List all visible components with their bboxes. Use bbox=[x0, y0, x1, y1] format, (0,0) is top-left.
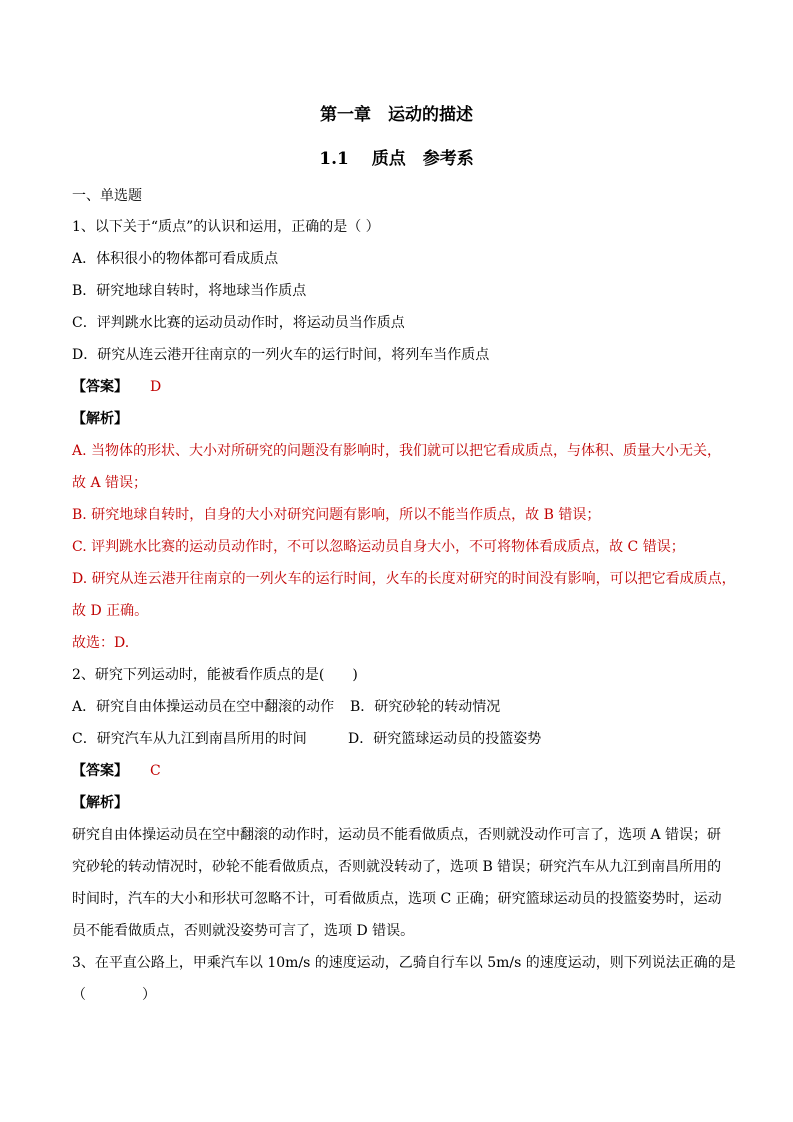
q3-stem: 3、在平直公路上，甲乘汽车以 10m/s 的速度运动，乙骑自行车以 5m/s 的速度运动，则下列说法正确的是 bbox=[72, 955, 736, 971]
q2-answer-tag: 【答案】 bbox=[72, 763, 128, 779]
q1-analysis-line: 故 D 正确。 bbox=[72, 603, 149, 619]
q1-analysis-line: B. 研究地球自转时，自身的大小对研究问题有影响，所以不能当作质点，故 B 错误； bbox=[72, 507, 601, 523]
section-title: 1.1 质点 参考系 bbox=[319, 149, 474, 169]
q1-analysis-tag: 【解析】 bbox=[72, 411, 128, 427]
q1-analysis-line: C. 评判跳水比赛的运动员动作时，不可以忽略运动员自身大小，不可将物体看成质点，故 C 错误； bbox=[72, 539, 685, 555]
q1-option-a: A．体积很小的物体都可看成质点 bbox=[72, 251, 279, 267]
q2-answer-row bbox=[72, 761, 161, 781]
q2-analysis-line: 员不能看做质点，否则就没姿势可言了，选项 D 错误。 bbox=[72, 923, 415, 939]
q2-option-a: A．研究自由体操运动员在空中翻滚的动作 bbox=[72, 699, 335, 715]
q3-stem-continued: （ ） bbox=[72, 987, 156, 1003]
q1-answer-value: D bbox=[150, 379, 162, 395]
section-label: 一、单选题 bbox=[72, 188, 142, 204]
q2-stem: 2、研究下列运动时，能被看作质点的是( ) bbox=[72, 667, 358, 683]
q1-answer-row bbox=[72, 377, 161, 397]
q2-option-b: B．研究砂轮的转动情况 bbox=[350, 699, 501, 715]
q1-analysis-line: 故 A 错误； bbox=[72, 475, 148, 491]
q2-analysis-line: 时间时，汽车的大小和形状可忽略不计，可看做质点，选项 C 正确；研究篮球运动员的投篮姿势时，运动 bbox=[72, 891, 722, 907]
q2-analysis-tag: 【解析】 bbox=[72, 795, 128, 811]
q2-answer-value: C bbox=[150, 763, 161, 779]
q1-option-d: D．研究从连云港开往南京的一列火车的运行时间，将列车当作质点 bbox=[72, 347, 490, 363]
q1-choice: 故选：D. bbox=[72, 635, 130, 651]
q2-options-row-1 bbox=[72, 697, 712, 717]
q1-stem: 1、以下关于“质点”的认识和运用，正确的是（ ） bbox=[72, 219, 380, 235]
q1-option-c: C．评判跳水比赛的运动员动作时，将运动员当作质点 bbox=[72, 315, 405, 331]
q1-answer-tag: 【答案】 bbox=[72, 379, 128, 395]
chapter-title: 第一章 运动的描述 bbox=[320, 105, 473, 125]
q1-option-b: B．研究地球自转时，将地球当作质点 bbox=[72, 283, 307, 299]
q2-option-c: C．研究汽车从九江到南昌所用的时间 bbox=[72, 731, 307, 747]
q2-analysis-line: 研究自由体操运动员在空中翻滚的动作时，运动员不能看做质点，否则就没动作可言了，选项 A 错误；研 bbox=[72, 827, 722, 843]
q2-option-d: D．研究篮球运动员的投篮姿势 bbox=[348, 731, 542, 747]
q1-analysis-line: A. 当物体的形状、大小对所研究的问题没有影响时，我们就可以把它看成质点，与体积、质量大小无关， bbox=[72, 443, 722, 459]
q2-options-row-2 bbox=[72, 729, 712, 749]
q1-analysis-line: D. 研究从连云港开往南京的一列火车的运行时间，火车的长度对研究的时间没有影响，可以把它看成质点， bbox=[72, 571, 736, 587]
q2-analysis-line: 究砂轮的转动情况时，砂轮不能看做质点，否则就没转动了，选项 B 错误；研究汽车从九江到南昌所用的 bbox=[72, 859, 722, 875]
